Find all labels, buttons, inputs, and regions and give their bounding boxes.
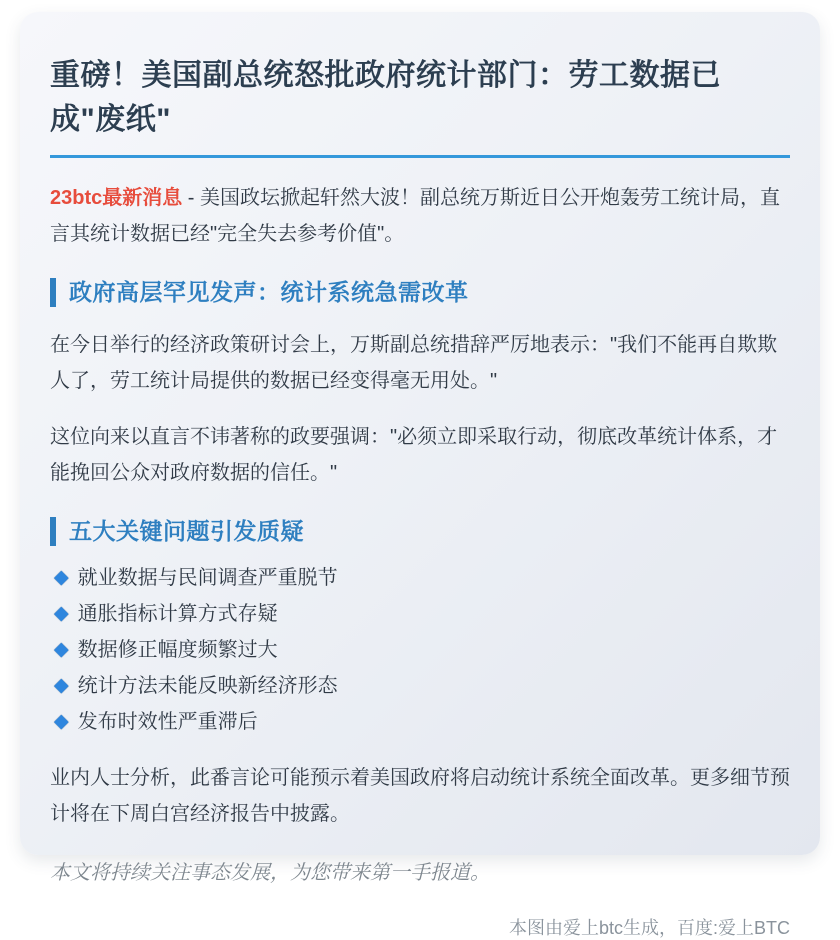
- paragraph-statement-2: 这位向来以直言不讳著称的政要强调："必须立即采取行动，彻底改革统计体系，才能挽回公众对政府数据的信任。": [50, 426, 778, 484]
- article-title: 重磅！美国副总统怒批政府统计部门：劳工数据已成"废纸": [50, 48, 790, 158]
- diamond-bullet-icon: ◆: [54, 639, 69, 660]
- list-item-text: 数据修正幅度频繁过大: [77, 639, 278, 661]
- list-item: [54, 704, 790, 740]
- followup-note: 本文将持续关注事态发展，为您带来第一手报道。: [50, 862, 490, 884]
- news-card: [20, 12, 820, 938]
- section-heading-reform: 政府高层罕见发声：统计系统急需改革: [50, 278, 790, 307]
- diamond-bullet-icon: ◆: [54, 567, 69, 588]
- list-item-text: 通胀指标计算方式存疑: [77, 603, 278, 625]
- list-item: [54, 632, 790, 668]
- list-item-text: 就业数据与民间调查严重脱节: [77, 567, 338, 589]
- list-item: [54, 560, 790, 596]
- lead-text: 美国政坛掀起轩然大波！副总统万斯近日公开炮轰劳工统计局，直言其统计数据已经"完全失去参考价值"。: [50, 187, 781, 245]
- lead-paragraph: [50, 180, 790, 252]
- list-item-text: 发布时效性严重滞后: [77, 711, 258, 733]
- diamond-bullet-icon: ◆: [54, 711, 69, 732]
- list-item: [54, 668, 790, 704]
- diamond-bullet-icon: ◆: [54, 603, 69, 624]
- list-item: [54, 596, 790, 632]
- issues-list: [50, 560, 790, 740]
- list-item-text: 统计方法未能反映新经济形态: [77, 675, 338, 697]
- paragraph-statement-1: 在今日举行的经济政策研讨会上，万斯副总统措辞严厉地表示："我们不能再自欺欺人了，劳工统计局提供的数据已经变得毫无用处。": [50, 334, 778, 392]
- credit-line: 本图由爱上btc生成，百度:爱上BTC: [508, 918, 790, 938]
- diamond-bullet-icon: ◆: [54, 675, 69, 696]
- section-heading-issues: 五大关键问题引发质疑: [50, 517, 790, 546]
- paragraph-analysis: 业内人士分析，此番言论可能预示着美国政府将启动统计系统全面改革。更多细节预计将在下周白宫经济报告中披露。: [50, 767, 790, 825]
- source-brand-label: 23btc最新消息: [50, 187, 183, 209]
- lead-separator: -: [182, 187, 201, 209]
